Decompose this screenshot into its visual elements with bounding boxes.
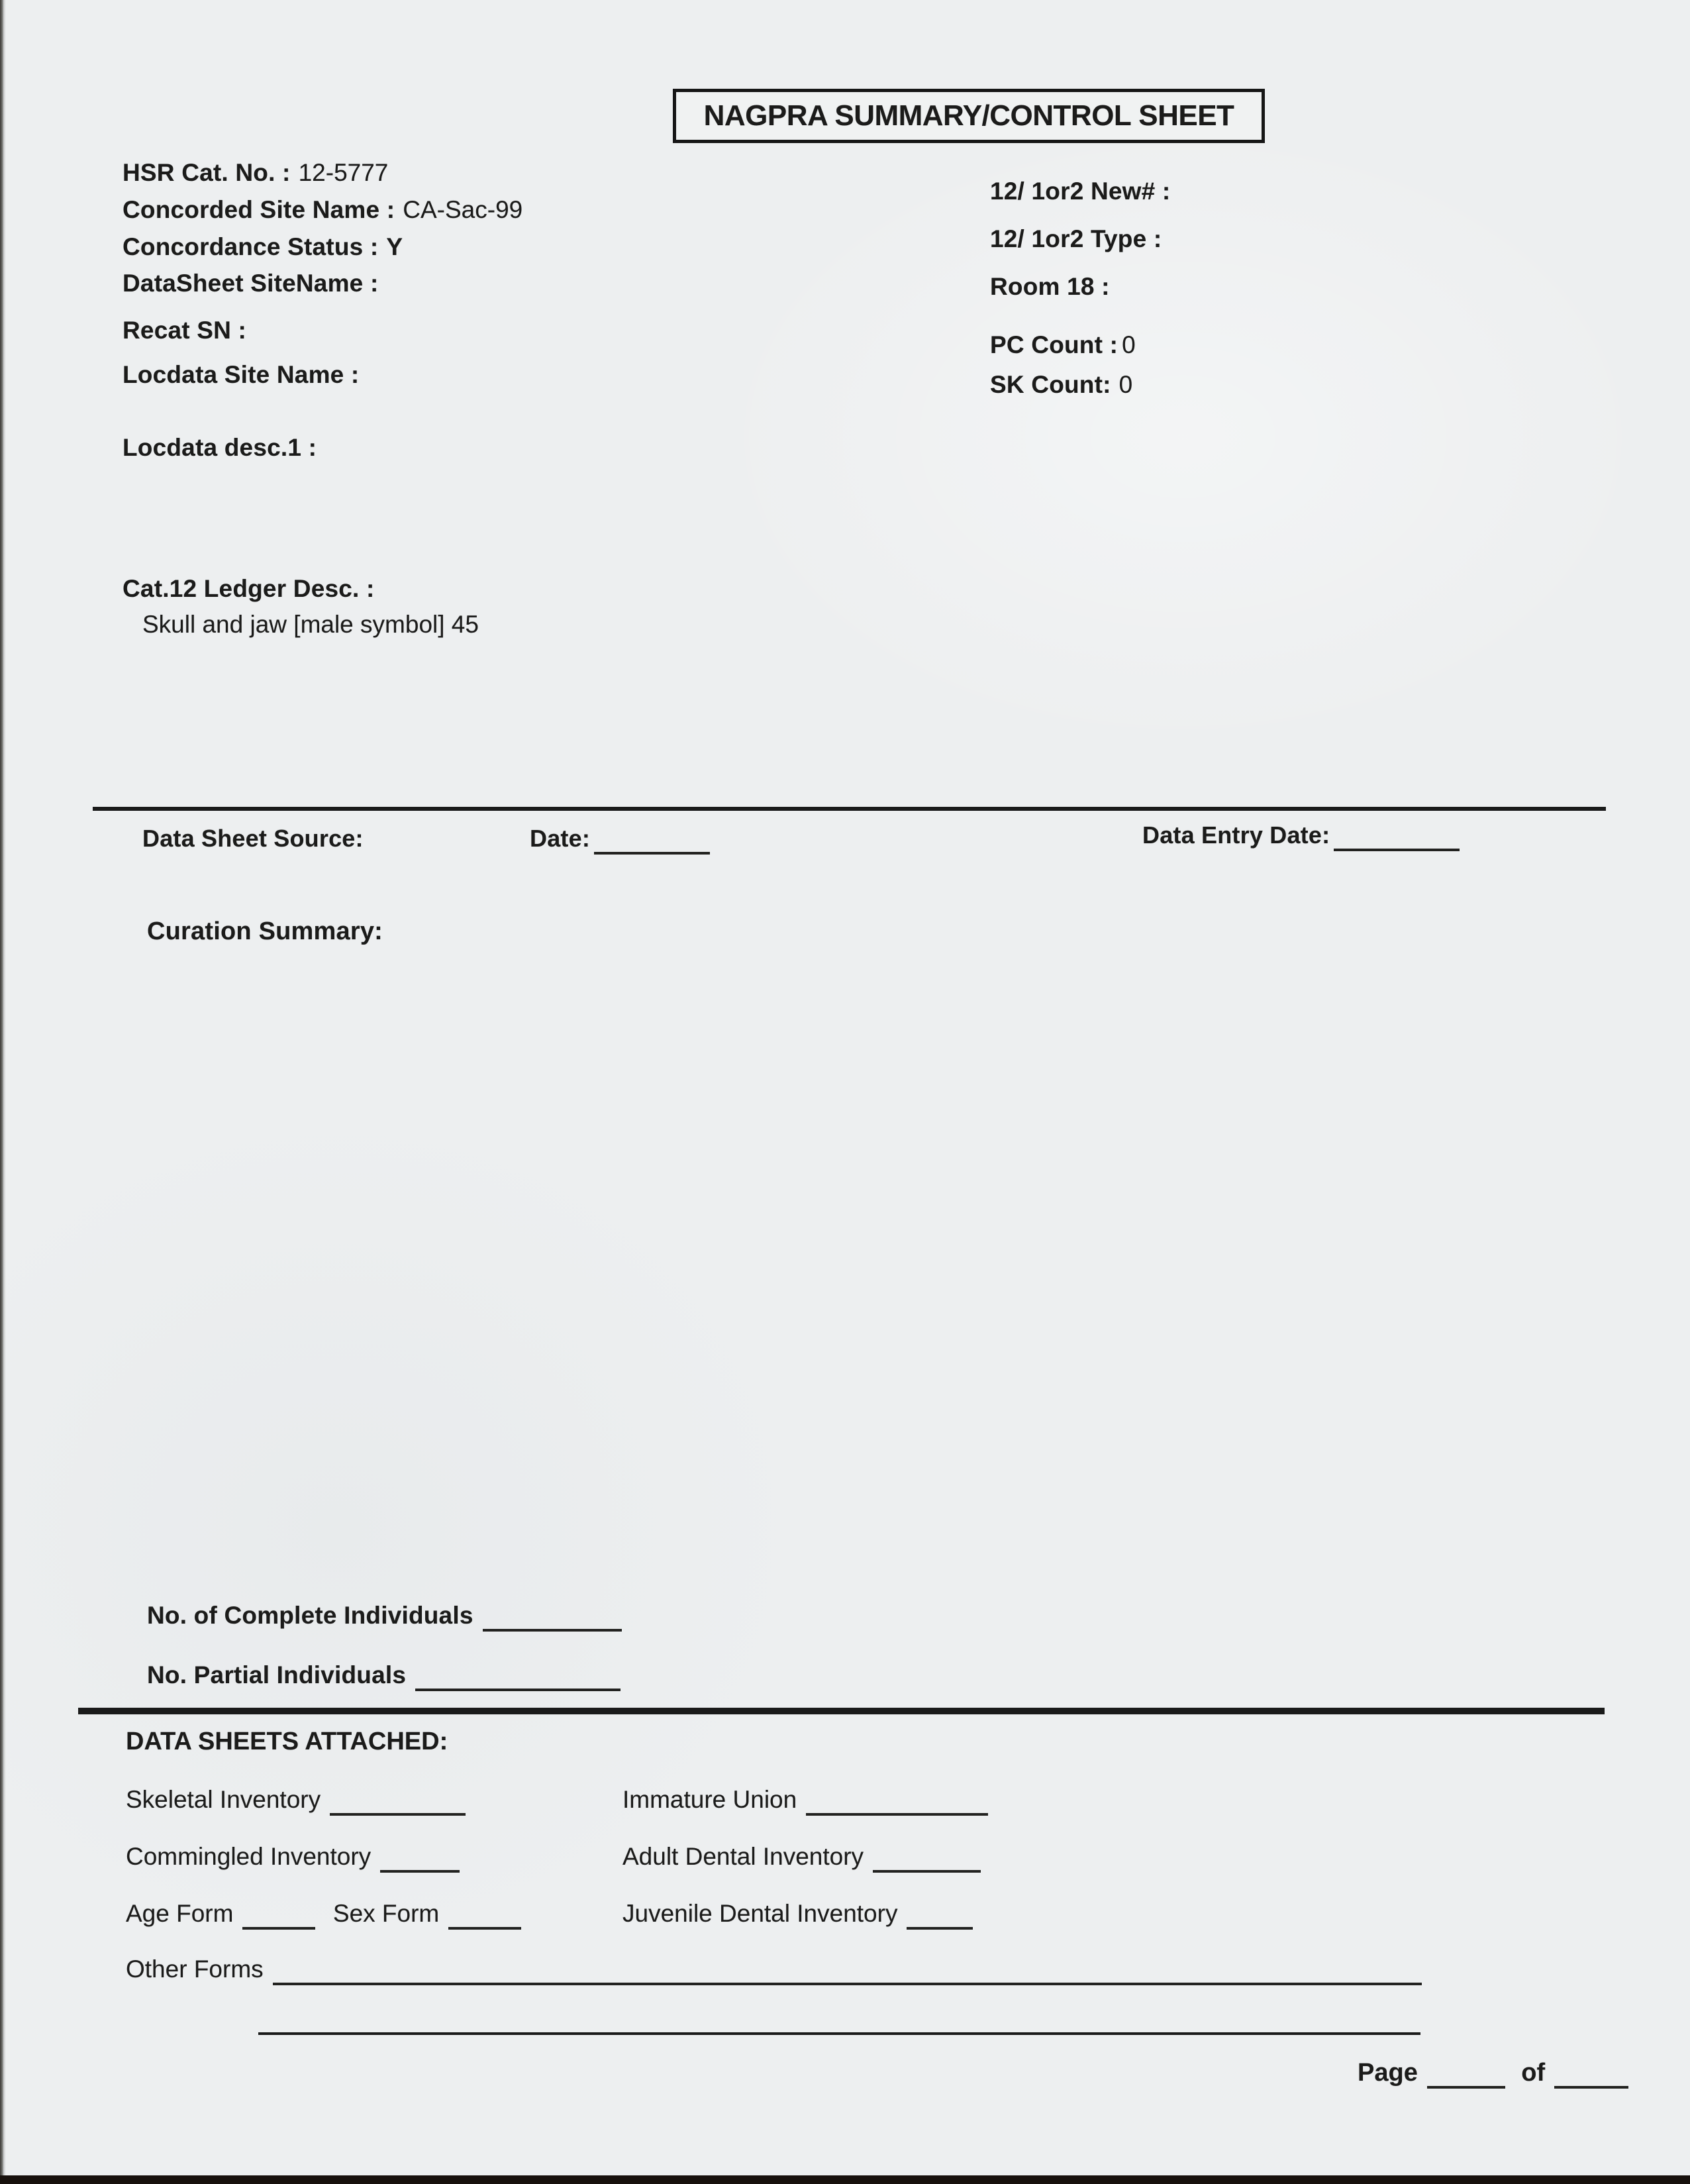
page-total-blank-line <box>1554 2079 1628 2089</box>
immature-union-label: Immature Union <box>622 1786 797 1813</box>
field-hsr-cat-no <box>123 159 388 187</box>
adult-dental-inventory-label: Adult Dental Inventory <box>622 1843 864 1870</box>
field-pc-count-value: 0 <box>1122 331 1136 358</box>
commingled-inventory-field <box>126 1843 460 1873</box>
scan-edge-left <box>0 0 6 2184</box>
skeletal-inventory-label: Skeletal Inventory <box>126 1786 321 1813</box>
sex-form-label: Sex Form <box>332 1900 440 1927</box>
field-sk-count-label: SK Count: <box>990 371 1111 398</box>
field-concordance-status-label: Concordance Status : <box>123 233 379 260</box>
data-entry-date-label: Data Entry Date: <box>1142 821 1330 849</box>
field-cat12-ledger-value: Skull and jaw [male symbol] 45 <box>142 611 479 638</box>
field-concordance-status-value: Y <box>386 233 403 260</box>
field-recat-sn <box>123 317 254 344</box>
other-forms-label: Other Forms <box>126 1955 264 1983</box>
data-entry-date-blank-line <box>1334 842 1460 851</box>
other-forms-blank-line <box>273 1976 1422 1985</box>
writing-line <box>258 2032 1420 2035</box>
age-sex-form-field <box>126 1900 521 1930</box>
data-sheet-source <box>142 825 364 853</box>
adult-dental-inventory-field <box>622 1843 981 1873</box>
commingled-inventory-blank-line <box>380 1863 460 1873</box>
skeletal-inventory-blank-line <box>330 1806 466 1816</box>
field-pc-count <box>990 331 1136 359</box>
field-concordance-status <box>123 233 403 261</box>
complete-individuals-blank-line <box>483 1622 622 1632</box>
page-number-blank-line <box>1427 2079 1505 2089</box>
field-locdata-desc1 <box>123 434 324 462</box>
adult-dental-inventory-blank-line <box>873 1863 981 1873</box>
data-sheets-attached-label: DATA SHEETS ATTACHED: <box>126 1728 448 1755</box>
field-cat12-ledger-value-row <box>142 611 479 639</box>
data-sheets-attached-heading <box>126 1728 448 1756</box>
immature-union-blank-line <box>806 1806 988 1816</box>
sex-form-blank-line <box>448 1920 521 1930</box>
field-hsr-cat-no-label: HSR Cat. No. : <box>123 159 291 186</box>
field-sk-count-value: 0 <box>1118 371 1133 398</box>
field-cat12-ledger <box>123 575 375 603</box>
field-room-18 <box>990 273 1118 301</box>
page-footer <box>1358 2059 1628 2089</box>
field-datasheet-sitename <box>123 270 386 297</box>
of-label: of <box>1521 2059 1546 2087</box>
field-concorded-site-name <box>123 196 522 224</box>
field-room-18-label: Room 18 : <box>990 273 1110 300</box>
field-cat12-ledger-label: Cat.12 Ledger Desc. : <box>123 575 375 602</box>
complete-individuals-label: No. of Complete Individuals <box>147 1602 473 1629</box>
page-label: Page <box>1358 2059 1418 2087</box>
field-concorded-site-name-label: Concorded Site Name : <box>123 196 395 223</box>
data-entry-date-field <box>1142 821 1460 851</box>
age-form-blank-line <box>242 1920 315 1930</box>
form-title: NAGPRA SUMMARY/CONTROL SHEET <box>703 99 1234 132</box>
juvenile-dental-inventory-label: Juvenile Dental Inventory <box>622 1900 898 1927</box>
juvenile-dental-inventory-blank-line <box>907 1920 973 1930</box>
scan-edge-bottom <box>0 2175 1690 2184</box>
field-pc-count-label: PC Count : <box>990 331 1118 358</box>
partial-individuals-field <box>147 1661 621 1691</box>
skeletal-inventory-field <box>126 1786 466 1816</box>
immature-union-field <box>622 1786 988 1816</box>
field-sk-count <box>990 371 1132 399</box>
field-12-1or2-type-label: 12/ 1or2 Type : <box>990 225 1162 252</box>
complete-individuals-field <box>147 1602 622 1632</box>
partial-individuals-label: No. Partial Individuals <box>147 1661 407 1689</box>
horizontal-rule-lower <box>78 1708 1605 1714</box>
field-datasheet-sitename-label: DataSheet SiteName : <box>123 270 379 297</box>
curation-summary <box>147 917 383 946</box>
other-forms-field <box>126 1955 1422 1985</box>
field-locdata-site-name <box>123 361 367 389</box>
date-field <box>530 825 710 855</box>
field-concorded-site-name-value: CA-Sac-99 <box>403 196 523 223</box>
form-title-box <box>673 89 1265 143</box>
age-form-label: Age Form <box>126 1900 234 1927</box>
partial-individuals-blank-line <box>415 1682 621 1691</box>
date-label: Date: <box>530 825 591 852</box>
data-sheet-source-label: Data Sheet Source: <box>142 825 364 852</box>
field-12-1or2-type <box>990 225 1169 253</box>
field-hsr-cat-no-value: 12-5777 <box>298 159 389 186</box>
field-12-1or2-new-label: 12/ 1or2 New# : <box>990 178 1171 205</box>
field-locdata-site-name-label: Locdata Site Name : <box>123 361 360 388</box>
juvenile-dental-inventory-field <box>622 1900 973 1930</box>
field-12-1or2-new <box>990 178 1178 205</box>
field-locdata-desc1-label: Locdata desc.1 : <box>123 434 317 461</box>
commingled-inventory-label: Commingled Inventory <box>126 1843 372 1870</box>
date-blank-line <box>594 845 710 855</box>
horizontal-rule-upper <box>93 807 1606 811</box>
curation-summary-label: Curation Summary: <box>147 917 383 945</box>
field-recat-sn-label: Recat SN : <box>123 317 247 344</box>
